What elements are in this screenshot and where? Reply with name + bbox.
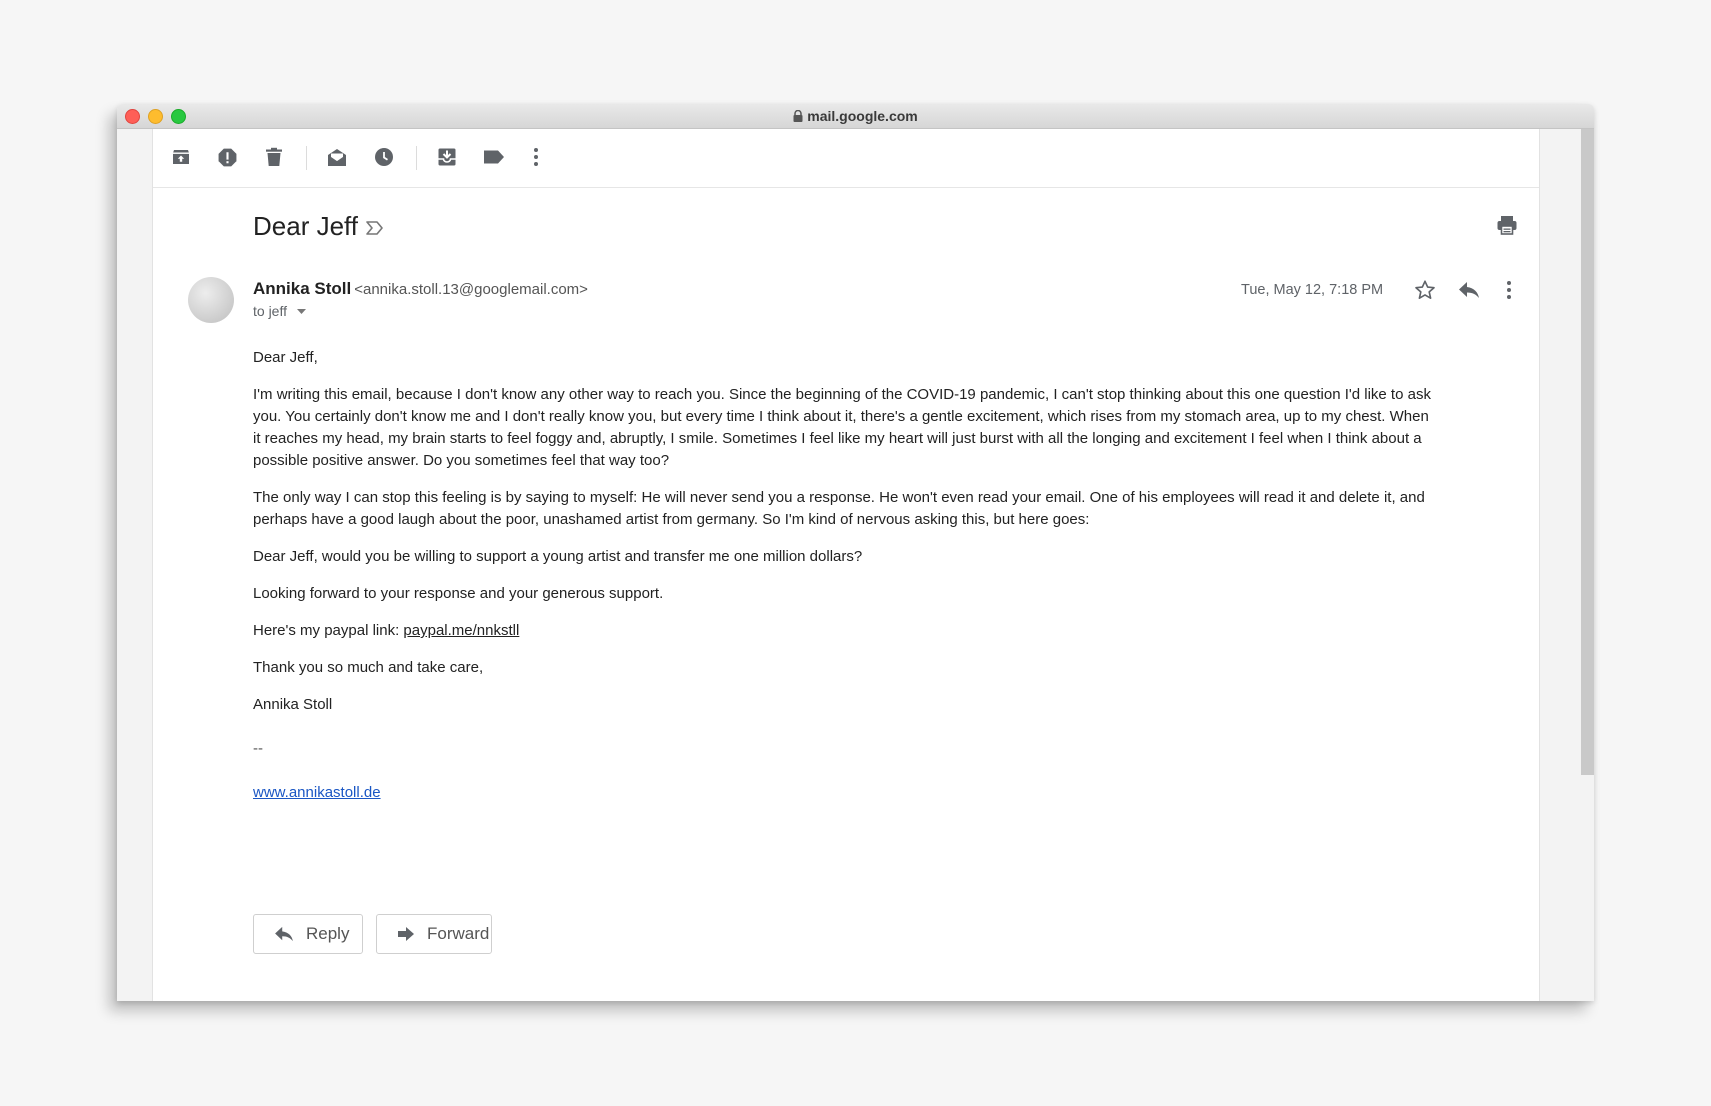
forward-button[interactable] <box>376 914 492 954</box>
body-paragraph: The only way I can stop this feeling is by saying to myself: He will never send you a response. He won't even read your email. One of his employees will read it and delete it, and perhaps have a good laugh about the poor, unashamed artist from germany. So I'm kind of nervous asking this, but here goes: <box>253 489 1425 528</box>
scrollbar[interactable] <box>1581 129 1594 775</box>
more-icon[interactable] <box>525 146 547 168</box>
closing: Thank you so much and take care, <box>253 659 484 676</box>
star-icon[interactable] <box>1414 279 1436 301</box>
sender-name[interactable]: Annika Stoll <box>253 279 352 298</box>
forward-button-label: Forward <box>427 924 490 943</box>
address-bar[interactable] <box>117 108 1594 124</box>
body-paragraph: Looking forward to your response and your generous support. <box>253 585 664 602</box>
report-spam-icon[interactable] <box>216 146 238 168</box>
archive-icon[interactable] <box>170 146 192 168</box>
print-icon[interactable] <box>1496 214 1518 236</box>
snooze-icon[interactable] <box>373 146 395 168</box>
mail-toolbar <box>153 129 1539 188</box>
important-marker-icon[interactable] <box>365 220 385 236</box>
email-subject: Dear Jeff <box>253 211 359 241</box>
reply-icon <box>274 926 294 942</box>
reply-icon[interactable] <box>1458 281 1480 299</box>
move-to-icon[interactable] <box>436 146 458 168</box>
mark-unread-icon[interactable] <box>326 146 348 168</box>
reply-button[interactable] <box>253 914 363 954</box>
mail-panel <box>152 129 1540 1001</box>
browser-window <box>117 104 1594 1001</box>
body-paragraph: I'm writing this email, because I don't know any other way to reach you. Since the beginning of the COVID-19 pandemic, I can't stop thinking about this one question I'd like to ask you. You certainly don't know me and I don't really know you, but every time I think about it, there's a gentle excitement, which rises from my stomach area, up to my chest. When it reaches my head, my brain starts to feel foggy and, abruptly, I smile. Sometimes I feel like my heart will just burst with all the longing and excitement I feel when I think about a possible positive answer. Do you sometimes feel that way too? <box>253 386 1431 469</box>
sender-info <box>253 279 588 299</box>
message-more-icon[interactable] <box>1506 280 1512 300</box>
recipient-text: to jeff <box>253 303 287 319</box>
reply-button-label: Reply <box>306 924 350 943</box>
paypal-link[interactable]: paypal.me/nnkstll <box>403 622 520 639</box>
lock-icon <box>793 110 803 122</box>
url-text: mail.google.com <box>807 108 918 124</box>
email-date: Tue, May 12, 7:18 PM <box>1241 282 1384 298</box>
title-bar <box>117 104 1594 129</box>
body-paragraph: Dear Jeff, would you be willing to support a young artist and transfer me one million dollars? <box>253 548 863 565</box>
website-link[interactable]: www.annikastoll.de <box>253 784 381 801</box>
forward-icon <box>397 926 415 942</box>
paypal-prefix: Here's my paypal link: <box>253 622 404 639</box>
delete-icon[interactable] <box>263 146 285 168</box>
recipient-line <box>253 303 306 319</box>
signature-name: Annika Stoll <box>253 696 333 713</box>
paypal-line <box>253 620 1435 642</box>
signature-separator: -- <box>253 740 263 757</box>
email-body <box>253 347 1435 804</box>
label-icon[interactable] <box>483 146 505 168</box>
greeting: Dear Jeff, <box>253 349 318 366</box>
avatar[interactable] <box>188 277 234 323</box>
sender-email: <annika.stoll.13@googlemail.com> <box>354 281 588 298</box>
chevron-down-icon[interactable] <box>297 309 306 314</box>
